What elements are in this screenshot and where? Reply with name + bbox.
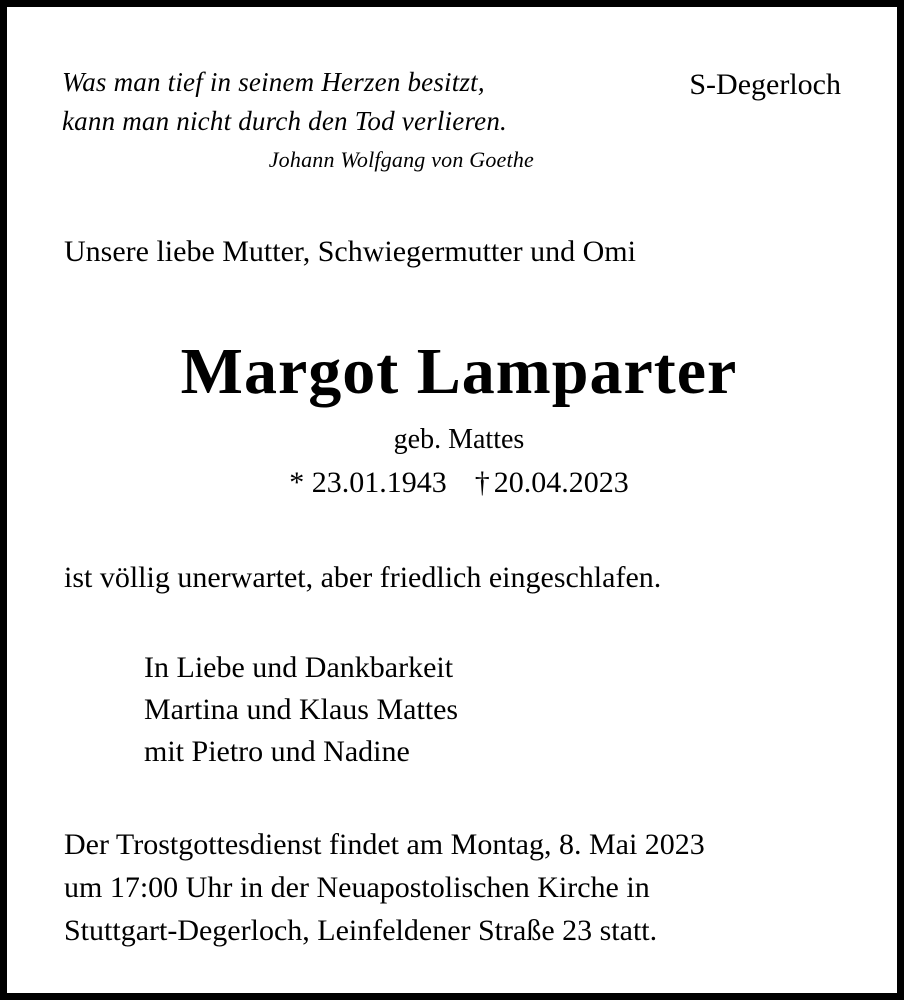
service-line-3: Stuttgart-Degerloch, Leinfeldener Straße 23 statt. [64, 914, 658, 947]
service-announcement [64, 823, 705, 952]
mourners-line-2: Martina und Klaus Mattes [144, 693, 459, 726]
birth-date: * 23.01.1943 [289, 466, 447, 499]
maiden-name: geb. Mattes [393, 424, 525, 455]
intro-text: Unsere liebe Mutter, Schwiegermutter und Omi [64, 235, 636, 268]
mourners-line-3: mit Pietro und Nadine [144, 735, 410, 768]
quote-author: Johann Wolfgang von Goethe [268, 147, 534, 172]
passing-statement: ist völlig unerwartet, aber friedlich eingeschlafen. [64, 561, 662, 594]
service-line-1: Der Trostgottesdienst findet am Montag, 8. Mai 2023 [64, 828, 705, 861]
life-dates [7, 462, 904, 504]
cross-icon: † [474, 466, 490, 499]
service-line-2: um 17:00 Uhr in der Neuapostolischen Kirche in [64, 871, 650, 904]
quote-line-2: kann man nicht durch den Tod verlieren. [62, 106, 507, 136]
goethe-quote [62, 63, 542, 177]
mourners-signature [144, 647, 458, 773]
location-label: S-Degerloch [689, 68, 841, 101]
deceased-name: Margot Lamparter [180, 335, 738, 408]
quote-line-1: Was man tief in seinem Herzen besitzt, [62, 67, 485, 97]
mourners-line-1: In Liebe und Dankbarkeit [144, 651, 454, 684]
death-date: 20.04.2023 [493, 466, 629, 499]
